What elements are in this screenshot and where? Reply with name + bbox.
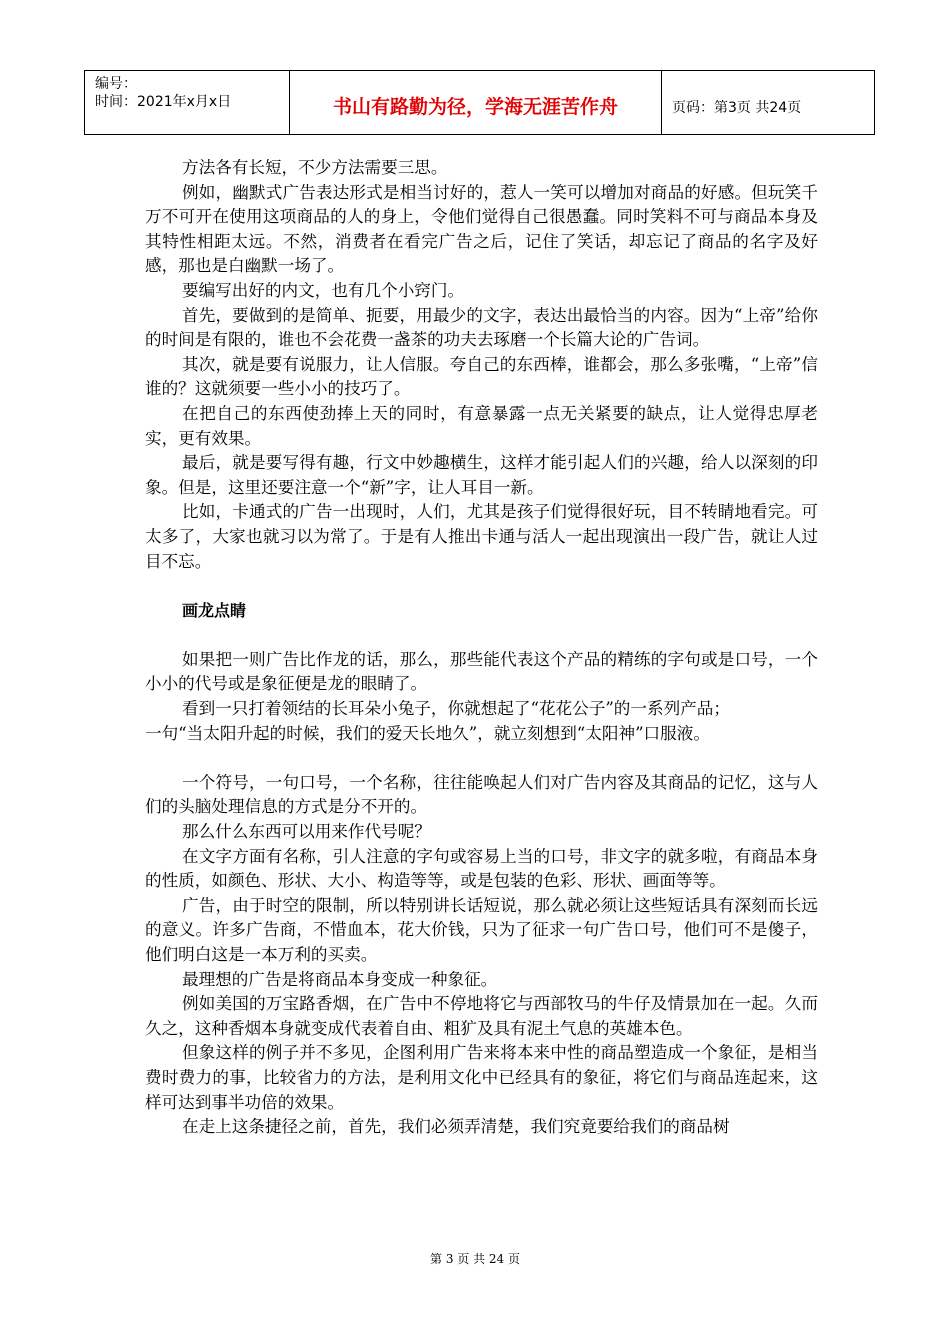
paragraph: 但象这样的例子并不多见，企图利用广告来将本来中性的商品塑造成一个象征，是相当费时费力的事，比较省力的方法，是利用文化中已经具有的象征，将它们与商品连起来，这样可达到事半功倍的效果。 — [145, 1043, 818, 1112]
paragraph: 方法各有长短，不少方法需要三思。 — [182, 158, 448, 177]
document-body — [145, 156, 818, 1140]
paragraph: 那么什么东西可以用来作代号呢？ — [182, 822, 431, 842]
paragraph: 比如，卡通式的广告一出现时，人们，尤其是孩子们觉得很好玩，目不转睛地看完。可太多了，大家也就习以为常了。于是有人推出卡通与活人一起出现演出一段广告，就让人过目不忘。 — [145, 502, 818, 571]
spacer — [145, 623, 818, 648]
paragraph: 看到一只打着领结的长耳朵小兔子，你就想起了“花花公子”的一系列产品； — [182, 699, 730, 719]
paragraph: 最后，就是要写得有趣，行文中妙趣横生，这样才能引起人们的兴趣，给人以深刻的印象。但是，这里还要注意一个“新”字，让人耳目一新。 — [145, 453, 818, 497]
paragraph: 一个符号，一句口号，一个名称，往往能唤起人们对广告内容及其商品的记忆，这与人们的头脑处理信息的方式是分不开的。 — [145, 772, 818, 817]
page-footer: 第 3 页 共 24 页 — [430, 1252, 520, 1266]
paragraph: 首先，要做到的是简单、扼要，用最少的文字，表达出最恰当的内容。因为“上帝”给你的时间是有限的，谁也不会花费一盏茶的功夫去琢磨一个长篇大论的广告词。 — [145, 305, 818, 350]
paragraph: 在文字方面有名称，引人注意的字句或容易上当的口号，非文字的就多啦，有商品本身的性质，如颜色、形状、大小、构造等等，或是包装的色彩、形状、画面等等。 — [145, 846, 818, 891]
paragraph: 在走上这条捷径之前，首先，我们必须弄清楚，我们究竟要给我们的商品树 — [182, 1117, 730, 1137]
header-motto: 书山有路勤为径，学海无涯苦作舟 — [290, 71, 662, 134]
document-number-label: 编号： — [95, 76, 137, 92]
header-page-number: 页码：第3页 共24页 — [672, 99, 802, 116]
paragraph: 一句“当太阳升起的时候，我们的爱天长地久”，就立刻想到“太阳神”口服液。 — [145, 723, 710, 743]
paragraph: 如果把一则广告比作龙的话，那么，那些能代表这个产品的精练的字句或是口号，一个小小的代号或是象征便是龙的眼睛了。 — [145, 649, 818, 694]
paragraph: 在把自己的东西使劲捧上天的同时，有意暴露一点无关紧要的缺点，让人觉得忠厚老实，更有效果。 — [145, 403, 818, 448]
spacer — [145, 746, 818, 771]
paragraph: 最理想的广告是将商品本身变成一种象征。 — [182, 969, 498, 989]
spacer — [145, 574, 818, 599]
section-heading: 画龙点睛 — [182, 600, 247, 620]
paragraph: 其次，就是要有说服力，让人信服。夸自己的东西棒，谁都会，那么多张嘴，“上帝”信谁的？这就须要一些小小的技巧了。 — [145, 354, 818, 399]
paragraph: 广告，由于时空的限制，所以特别讲长话短说，那么就必须让这些短话具有深刻而长远的意义。许多广告商，不惜血本，花大价钱，只为了征求一句广告口号，他们可不是傻子，他们明白这是一本万利的买卖。 — [145, 895, 818, 964]
paragraph: 例如，幽默式广告表达形式是相当讨好的，惹人一笑可以增加对商品的好感。但玩笑千万不可开在使用这项商品的人的身上，令他们觉得自己很愚蠢。同时笑料不可与商品本身及其特性相距太远。不然，消费者在看完广告之后，记住了笑话，却忘记了商品的名字及好感，那也是白幽默一场了。 — [145, 182, 818, 276]
paragraph: 要编写出好的内文，也有几个小窍门。 — [182, 280, 465, 300]
paragraph: 例如美国的万宝路香烟，在广告中不停地将它与西部牧马的牛仔及情景加在一起。久而久之，这种香烟本身就变成代表着自由、粗犷及具有泥土气息的英雄本色。 — [145, 994, 818, 1038]
header-meta — [85, 71, 290, 134]
document-time-label: 时间：2021年x月x日 — [95, 94, 232, 110]
page-header — [84, 70, 875, 135]
